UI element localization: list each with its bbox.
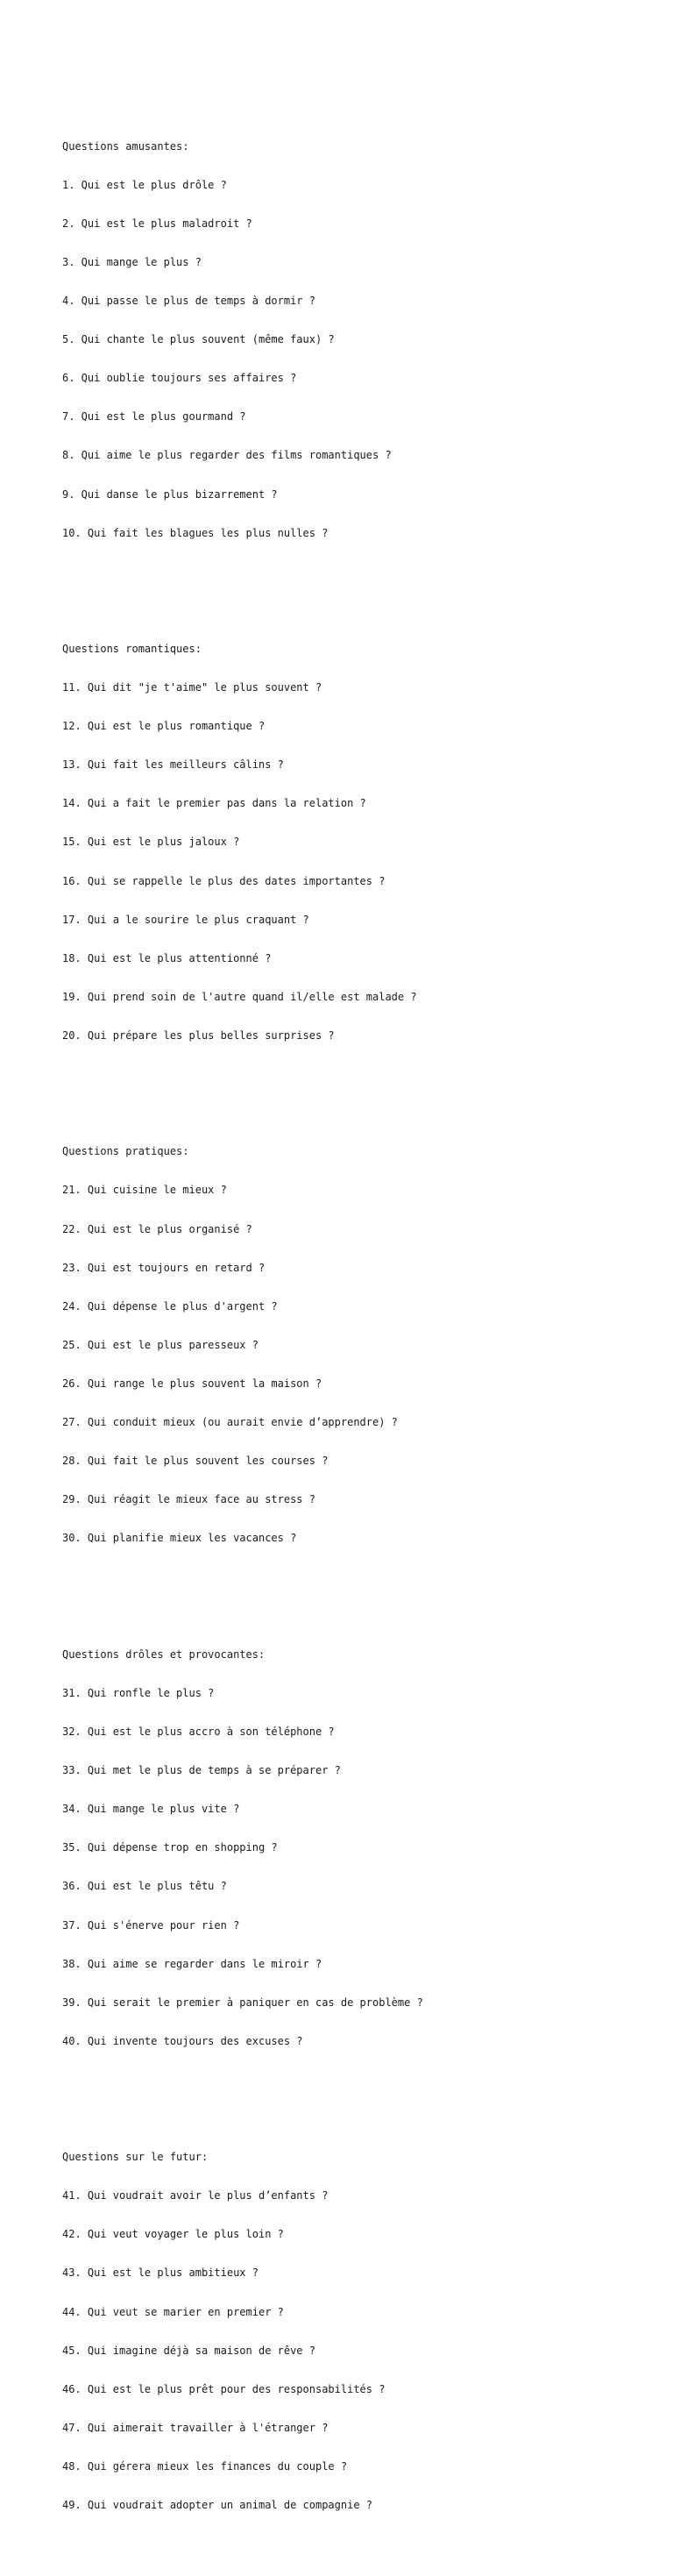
question-item: 42. Qui veut voyager le plus loin ?: [62, 2228, 284, 2241]
section-droles-provocantes: [62, 1622, 423, 2074]
question-item: 19. Qui prend soin de l'autre quand il/elle est malade ?: [62, 990, 417, 1003]
question-item: 20. Qui prépare les plus belles surprises ?: [62, 1029, 335, 1042]
question-item: 48. Qui gérera mieux les finances du couple ?: [62, 2460, 348, 2473]
question-item: 49. Qui voudrait adopter un animal de compagnie ?: [62, 2499, 373, 2512]
question-item: 45. Qui imagine déjà sa maison de rêve ?: [62, 2344, 315, 2357]
question-item: 44. Qui veut se marier en premier ?: [62, 2305, 284, 2318]
question-item: 34. Qui mange le plus vite ?: [62, 1803, 240, 1816]
question-item: 27. Qui conduit mieux (ou aurait envie d’apprendre) ?: [62, 1416, 398, 1429]
question-item: 31. Qui ronfle le plus ?: [62, 1686, 215, 1699]
question-item: 40. Qui invente toujours des excuses ?: [62, 2034, 303, 2047]
question-item: 47. Qui aimerait travailler à l'étranger ?: [62, 2421, 329, 2434]
question-item: 24. Qui dépense le plus d'argent ?: [62, 1299, 278, 1313]
question-item: 6. Qui oublie toujours ses affaires ?: [62, 372, 297, 385]
question-item: 21. Qui cuisine le mieux ?: [62, 1184, 227, 1197]
section-romantiques: [62, 617, 423, 1069]
section-title: Questions romantiques:: [62, 642, 202, 655]
question-item: 5. Qui chante le plus souvent (même faux) ?: [62, 333, 335, 346]
section-amusantes: [62, 114, 423, 566]
question-item: 32. Qui est le plus accro à son téléphone ?: [62, 1725, 335, 1738]
question-item: 12. Qui est le plus romantique ?: [62, 720, 266, 733]
question-item: 28. Qui fait le plus souvent les courses ?: [62, 1455, 329, 1468]
question-item: 29. Qui réagit le mieux face au stress ?: [62, 1493, 315, 1506]
section-title: Questions amusantes:: [62, 139, 189, 153]
question-item: 2. Qui est le plus maladroit ?: [62, 217, 252, 230]
question-item: 39. Qui serait le premier à paniquer en cas de problème ?: [62, 1996, 423, 2009]
question-item: 4. Qui passe le plus de temps à dormir ?: [62, 294, 315, 307]
document-body: [62, 75, 423, 2576]
question-item: 23. Qui est toujours en retard ?: [62, 1261, 266, 1274]
question-item: 33. Qui met le plus de temps à se préparer ?: [62, 1764, 341, 1777]
question-item: 30. Qui planifie mieux les vacances ?: [62, 1532, 297, 1545]
question-item: 43. Qui est le plus ambitieux ?: [62, 2266, 259, 2280]
question-item: 35. Qui dépense trop en shopping ?: [62, 1841, 278, 1854]
question-item: 8. Qui aime le plus regarder des films romantiques ?: [62, 449, 392, 462]
question-item: 16. Qui se rappelle le plus des dates importantes ?: [62, 874, 386, 887]
question-item: 7. Qui est le plus gourmand ?: [62, 410, 246, 423]
question-item: 11. Qui dit "je t'aime" le plus souvent ?: [62, 681, 322, 694]
question-item: 22. Qui est le plus organisé ?: [62, 1222, 252, 1235]
question-item: 36. Qui est le plus têtu ?: [62, 1880, 227, 1893]
question-item: 38. Qui aime se regarder dans le miroir ?: [62, 1957, 322, 1970]
section-title: Questions pratiques:: [62, 1145, 189, 1158]
question-item: 1. Qui est le plus drôle ?: [62, 178, 227, 191]
question-item: 9. Qui danse le plus bizarrement ?: [62, 487, 278, 501]
section-title: Questions sur le futur:: [62, 2151, 209, 2164]
question-item: 15. Qui est le plus jaloux ?: [62, 836, 240, 849]
question-item: 25. Qui est le plus paresseux ?: [62, 1338, 259, 1351]
question-item: 18. Qui est le plus attentionné ?: [62, 951, 272, 964]
section-futur: [62, 2125, 423, 2538]
section-title: Questions drôles et provocantes:: [62, 1647, 266, 1661]
question-item: 41. Qui voudrait avoir le plus d’enfants ?: [62, 2189, 329, 2202]
question-item: 10. Qui fait les blagues les plus nulles ?: [62, 526, 329, 539]
question-item: 46. Qui est le plus prêt pour des responsabilités ?: [62, 2382, 386, 2395]
question-item: 37. Qui s'énerve pour rien ?: [62, 1918, 240, 1932]
section-pratiques: [62, 1120, 423, 1571]
question-item: 13. Qui fait les meilleurs câlins ?: [62, 758, 284, 772]
question-item: 17. Qui a le sourire le plus craquant ?: [62, 913, 309, 926]
question-item: 3. Qui mange le plus ?: [62, 255, 202, 268]
question-item: 14. Qui a fait le premier pas dans la relation ?: [62, 797, 366, 810]
question-item: 26. Qui range le plus souvent la maison ?: [62, 1377, 322, 1390]
